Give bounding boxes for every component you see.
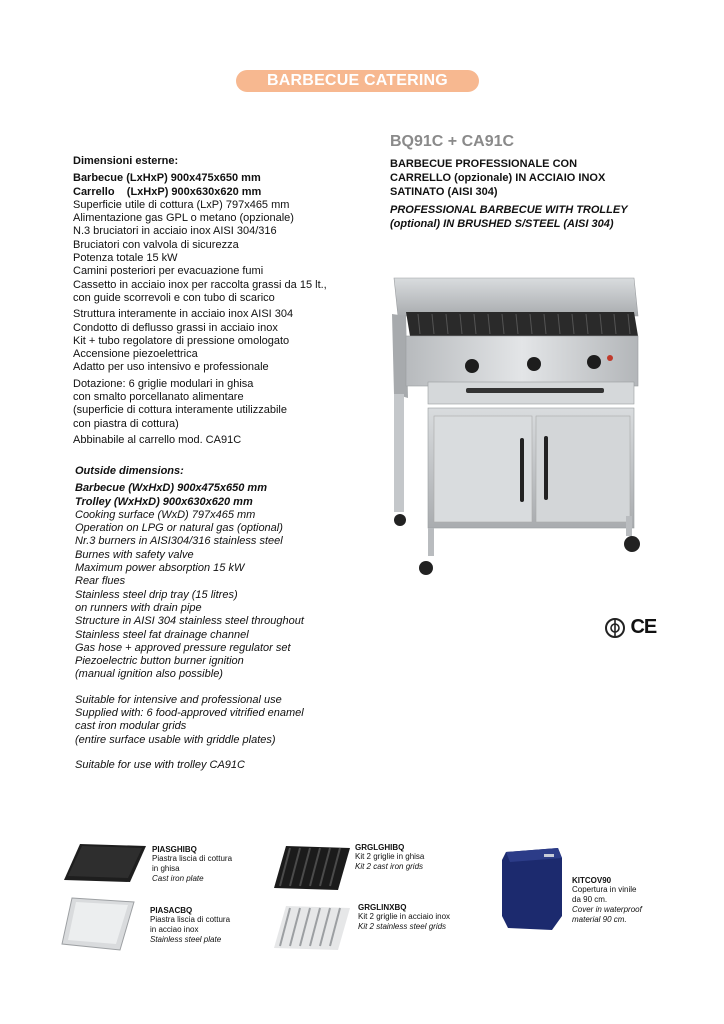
spec-it-line: Bruciatori con valvola di sicurezza xyxy=(73,238,239,251)
spec-en-heading: Outside dimensions: xyxy=(75,465,184,477)
spec-en-line: Structure in AISI 304 stainless steel throughout xyxy=(75,615,304,628)
accessory-image-vinyl-cover xyxy=(500,846,566,932)
spec-it-line: Abbinabile al carrello mod. CA91C xyxy=(73,433,242,446)
accessory-image-cast-iron-plate xyxy=(62,842,148,884)
accessory-desc-it: in acciao inox xyxy=(150,925,199,934)
spec-it-line: Kit + tubo regolatore di pressione omologato xyxy=(73,334,290,347)
spec-en-line: Operation on LPG or natural gas (optional) xyxy=(75,522,283,535)
spec-it-heading: Dimensioni esterne: xyxy=(73,155,179,167)
accessory-code: GRGLGHIBQ xyxy=(355,843,405,852)
spec-en-dim-barbecue: Barbecue (WxHxD) 900x475x650 mm xyxy=(75,482,267,495)
spec-en-line: Stainless steel drip tray (15 litres) xyxy=(75,588,238,601)
spec-it-line: Accensione piezoelettrica xyxy=(73,348,198,361)
spec-it-line: Cassetto in acciaio inox per raccolta grassi da 15 lt., xyxy=(73,278,327,291)
spec-en-line: Maximum power absorption 15 kW xyxy=(75,562,245,575)
accessory-desc-it: da 90 cm. xyxy=(572,895,608,904)
accessory-code: PIASACBQ xyxy=(150,906,193,915)
spec-it-line: Superficie utile di cottura (LxP) 797x465 mm xyxy=(73,198,290,211)
spec-it-line: con guide scorrevoli e con tubo di scarico xyxy=(73,291,275,304)
accessory-code: PIASGHIBQ xyxy=(152,845,197,854)
accessory-grglghibq xyxy=(355,843,424,872)
spec-en-line: (manual ignition also possible) xyxy=(75,668,223,681)
accessory-piasghibq xyxy=(152,845,232,884)
accessory-desc-en: Kit 2 cast iron grids xyxy=(355,862,424,871)
spec-it-line: Camini posteriori per evacuazione fumi xyxy=(73,265,264,278)
accessory-desc-en: Cast iron plate xyxy=(152,874,204,883)
accessory-desc-it: Piastra liscia di cottura xyxy=(150,915,231,924)
gas-approval-icon xyxy=(604,617,626,639)
spec-it-line: Condotto di deflusso grassi in acciaio inox xyxy=(73,321,278,334)
spec-en-line: Piezoelectric button burner ignition xyxy=(75,655,244,668)
accessory-desc-it: in ghisa xyxy=(152,864,180,873)
subtitle-italian: BARBECUE PROFESSIONALE CON CARRELLO (opzionale) IN ACCIAIO INOX SATINATO (AISI 304) xyxy=(390,158,606,198)
spec-it-line: Dotazione: 6 griglie modulari in ghisa xyxy=(73,377,254,390)
spec-it-line: Alimentazione gas GPL o metano (opzionale) xyxy=(73,212,294,225)
spec-en-line: on runners with drain pipe xyxy=(75,601,202,614)
spec-en-line: Stainless steel fat drainage channel xyxy=(75,628,249,641)
accessory-kitcov90 xyxy=(572,876,642,925)
certification-marks xyxy=(604,616,656,639)
spec-en-dim-trolley: Trolley (WxHxD) 900x630x620 mm xyxy=(75,495,253,508)
spec-it-dim-trolley: Carrello (LxHxP) 900x630x620 mm xyxy=(73,185,262,198)
spec-it-line: Struttura interamente in acciaio inox AISI 304 xyxy=(73,308,294,321)
spec-en-line: Burnes with safety valve xyxy=(75,548,194,561)
accessory-image-stainless-plate xyxy=(60,896,136,952)
accessory-desc-en: Cover in waterproof xyxy=(572,905,642,914)
spec-en-line: Suitable for intensive and professional use xyxy=(75,693,282,706)
accessory-code: GRGLINXBQ xyxy=(358,903,407,912)
spec-en-line: Suitable for use with trolley CA91C xyxy=(75,758,245,771)
accessory-desc-it: Piastra liscia di cottura xyxy=(152,854,233,863)
spec-en-line: Gas hose + approved pressure regulator set xyxy=(75,641,291,654)
spec-it-line: (superficie di cottura interamente utilizzabile xyxy=(73,404,287,417)
accessory-desc-it: Copertura in vinile xyxy=(572,885,637,894)
spec-it-dim-barbecue: Barbecue (LxHxP) 900x475x650 mm xyxy=(73,172,261,185)
spec-italian xyxy=(73,155,373,447)
spec-en-line: Nr.3 burners in AISI304/316 stainless steel xyxy=(75,535,283,548)
spec-en-line: Rear flues xyxy=(75,575,126,588)
spec-it-line: con smalto porcellanato alimentare xyxy=(73,391,244,404)
spec-en-line: cast iron modular grids xyxy=(75,720,187,733)
accessory-desc-en: Stainless steel plate xyxy=(150,935,222,944)
model-title: BQ91C + CA91C xyxy=(390,133,515,150)
product-image-barbecue-trolley xyxy=(388,276,664,586)
accessory-desc-en: material 90 cm. xyxy=(572,915,627,924)
accessory-grglinxbq xyxy=(358,903,450,932)
accessory-desc-it: Kit 2 griglie in ghisa xyxy=(355,852,425,861)
spec-it-line: Potenza totale 15 kW xyxy=(73,252,178,265)
spec-it-line: Adatto per uso intensivo e professionale xyxy=(73,361,269,374)
spec-en-line: (entire surface usable with griddle plates) xyxy=(75,733,276,746)
spec-en-line: Supplied with: 6 food-approved vitrified enamel xyxy=(75,707,304,720)
subtitle-english: PROFESSIONAL BARBECUE WITH TROLLEY (optional) IN BRUSHED S/STEEL (AISI 304) xyxy=(390,204,628,230)
spec-it-line: con piastra di cottura) xyxy=(73,417,179,430)
spec-en-line: Cooking surface (WxD) 797x465 mm xyxy=(75,508,256,521)
accessory-image-cast-iron-grids xyxy=(272,844,352,892)
accessory-piasacbq xyxy=(150,906,230,945)
accessory-image-stainless-grids xyxy=(272,904,352,952)
section-banner: BARBECUE CATERING xyxy=(236,70,479,92)
accessory-code: KITCOV90 xyxy=(572,876,612,885)
accessory-desc-it: Kit 2 griglie in acciaio inox xyxy=(358,912,451,921)
ce-mark: CE xyxy=(630,616,657,638)
spec-english xyxy=(75,465,375,772)
spec-it-line: N.3 bruciatori in acciaio inox AISI 304/316 xyxy=(73,225,277,238)
accessory-desc-en: Kit 2 stainless steel grids xyxy=(358,922,447,931)
